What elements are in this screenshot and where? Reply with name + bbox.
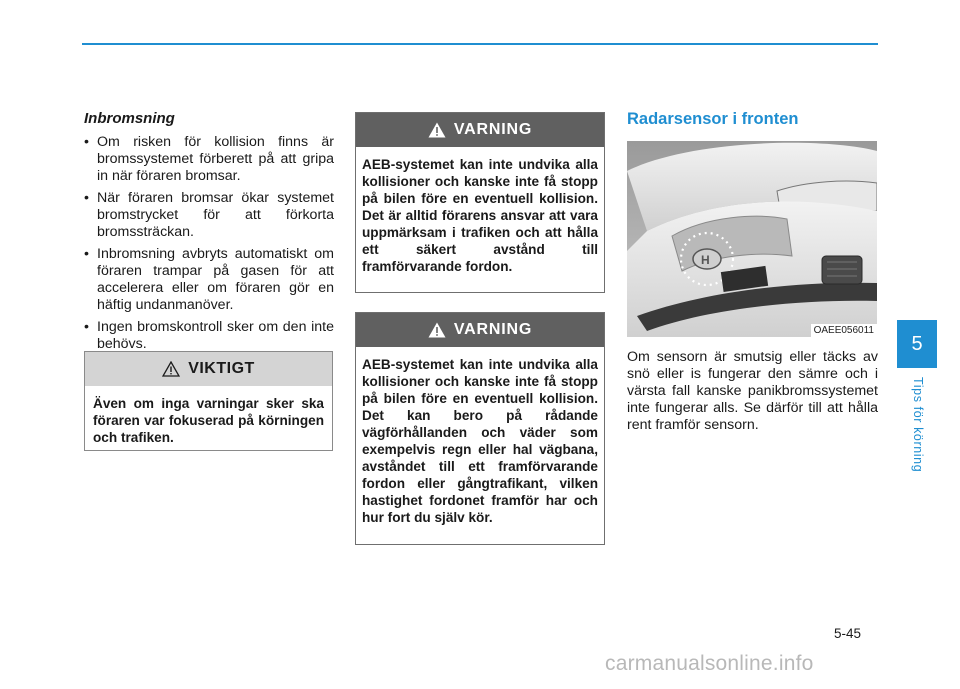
chapter-label-text: Tips för körning xyxy=(911,377,925,473)
notice-text: Även om inga varningar sker ska föraren var fokuserad på körningen och trafiken. xyxy=(93,396,324,445)
car-front-photo xyxy=(627,141,877,337)
page-number: 5-45 xyxy=(834,626,862,641)
chapter-number: 5 xyxy=(911,332,923,355)
watermark: carmanualsonline.info xyxy=(605,652,814,675)
svg-text:H: H xyxy=(701,253,710,267)
warning-header xyxy=(356,313,604,347)
right-column xyxy=(627,110,878,434)
bullet-item: • Ingen bromskontroll sker om den inte behövs. xyxy=(84,319,334,353)
top-rule xyxy=(82,43,878,45)
section-title: Radarsensor i fronten xyxy=(627,110,799,128)
warning-text: AEB-systemet kan inte undvika alla kollisioner och kanske inte få stopp på bilen före en eventuell kollision. Det är alltid förarens ansvar att vara uppmärksam i trafiken och att hålla ett säkert avstånd till framförvarande fordon. xyxy=(362,157,598,274)
warning-triangle-icon xyxy=(428,322,446,338)
warning-box-1 xyxy=(355,112,605,293)
caution-triangle-icon xyxy=(162,361,180,377)
bullet-list xyxy=(84,134,334,353)
image-code: OAEE056011 xyxy=(811,324,877,337)
warning-text: AEB-systemet kan inte undvika alla kollisioner och kanske inte få stopp på bilen före en eventuell kollision. Det kan bero på rådande vägförhållanden och väder som exempelvis regn eller hal vägbana, avståndet till ett framförvarande fordon eller gångtrafikant, vilken hastighet fordonet framför har och hur fort du själv kör. xyxy=(362,357,598,525)
warning-box-2 xyxy=(355,312,605,545)
bullet-item: • Om risken för kollision finns är bromssystemet förberett på att gripa in när föraren bromsar. xyxy=(84,134,334,185)
notice-title: VIKTIGT xyxy=(188,360,255,377)
chapter-label xyxy=(908,377,928,477)
sensor-text: Om sensorn är smutsig eller täcks av snö eller is fungerar den sämre och i värsta fall kanske panikbromssystemet inte fungerar alls. Se därför till att hålla rent framför sensorn. xyxy=(627,349,878,433)
bullet-item: • Inbromsning avbryts automatiskt om föraren trampar på gasen för att accelerera eller om föraren gör en häftig undanmanöver. xyxy=(84,246,334,314)
chapter-tab xyxy=(897,320,937,368)
warning-title: VARNING xyxy=(453,321,533,338)
warning-header xyxy=(356,113,604,147)
warning-title: VARNING xyxy=(453,121,533,138)
left-column xyxy=(84,110,334,358)
car-front-illustration xyxy=(627,141,877,337)
notice-header xyxy=(85,352,332,386)
section-heading: Inbromsning xyxy=(84,110,175,127)
bullet-item: • När föraren bromsar ökar systemet bromstrycket för att förkorta bromssträckan. xyxy=(84,190,334,241)
warning-triangle-icon xyxy=(428,122,446,138)
notice-box xyxy=(84,351,333,451)
